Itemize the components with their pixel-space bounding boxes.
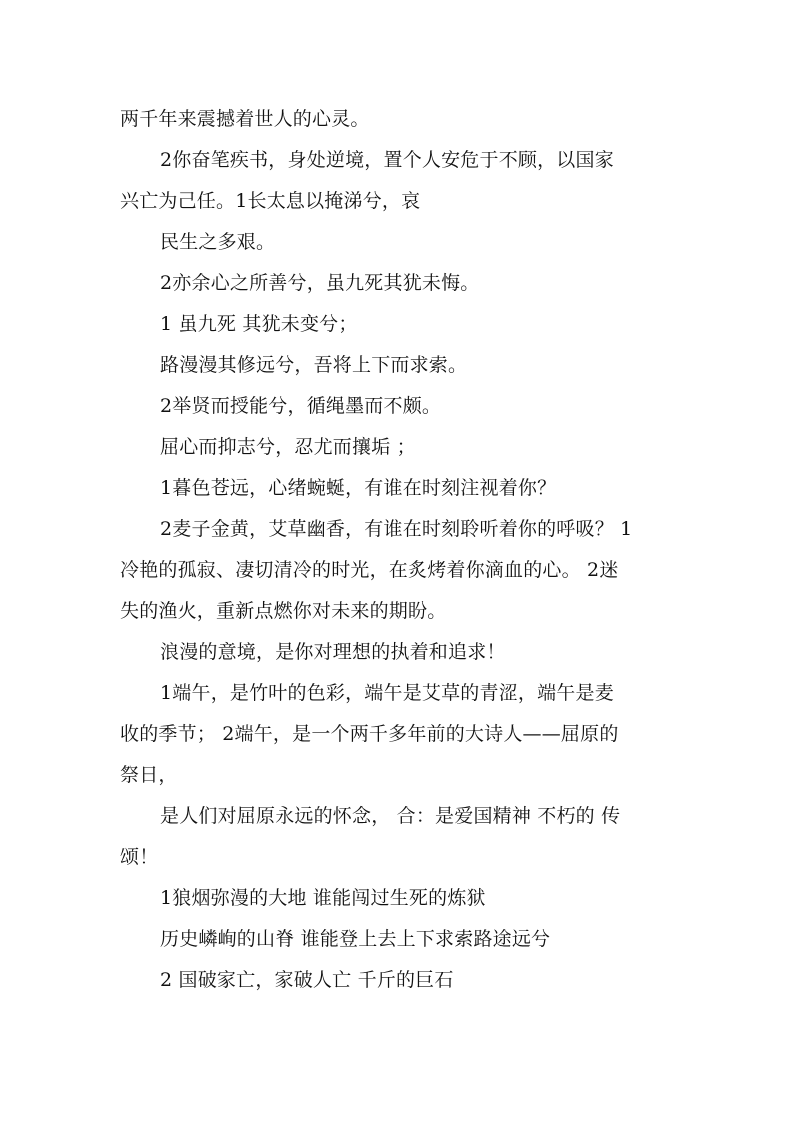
text-line: 1端午，是竹叶的色彩，端午是艾草的青涩，端午是麦 [160, 682, 614, 704]
text-line: 是人们对屈原永远的怀念， 合：是爱国精神 不朽的 传 [160, 805, 621, 827]
text-line: 2你奋笔疾书，身处逆境，置个人安危于不顾，以国家 [160, 149, 614, 171]
text-line: 1 虽九死 其犹未变兮； [160, 313, 358, 335]
text-line: 收的季节； 2端午，是一个两千多年前的大诗人——屈原的 [120, 723, 619, 745]
text-line: 路漫漫其修远兮，吾将上下而求索。 [160, 354, 468, 376]
text-line: 历史嶙峋的山脊 谁能登上去上下求索路途远兮 [160, 928, 551, 950]
text-line: 1暮色苍远，心绪蜿蜒，有谁在时刻注视着你？ [160, 477, 557, 499]
text-line: 2举贤而授能兮，循绳墨而不颇。 [160, 395, 442, 417]
text-line: 2麦子金黄，艾草幽香，有谁在时刻聆听着你的呼吸？ 1 [160, 518, 633, 540]
text-line: 祭日， [120, 764, 178, 786]
text-line: 兴亡为己任。1长太息以掩涕兮，哀 [120, 190, 421, 212]
text-line: 冷艳的孤寂、凄切清冷的时光，在炙烤着你滴血的心。 2迷 [120, 559, 619, 581]
text-line: 2 国破家亡，家破人亡 千斤的巨石 [160, 969, 454, 991]
text-line: 1狼烟弥漫的大地 谁能闯过生死的炼狱 [160, 887, 486, 909]
text-line: 失的渔火，重新点燃你对未来的期盼。 [120, 600, 447, 622]
text-line: 民生之多艰。 [160, 231, 276, 253]
text-line: 屈心而抑志兮，忍尤而攘垢 ； [160, 436, 416, 458]
text-line: 两千年来震撼着世人的心灵。 [120, 108, 370, 130]
text-line: 2亦余心之所善兮，虽九死其犹未悔。 [160, 272, 480, 294]
text-line: 颂！ [120, 846, 159, 868]
text-line: 浪漫的意境，是你对理想的执着和追求！ [160, 641, 506, 663]
